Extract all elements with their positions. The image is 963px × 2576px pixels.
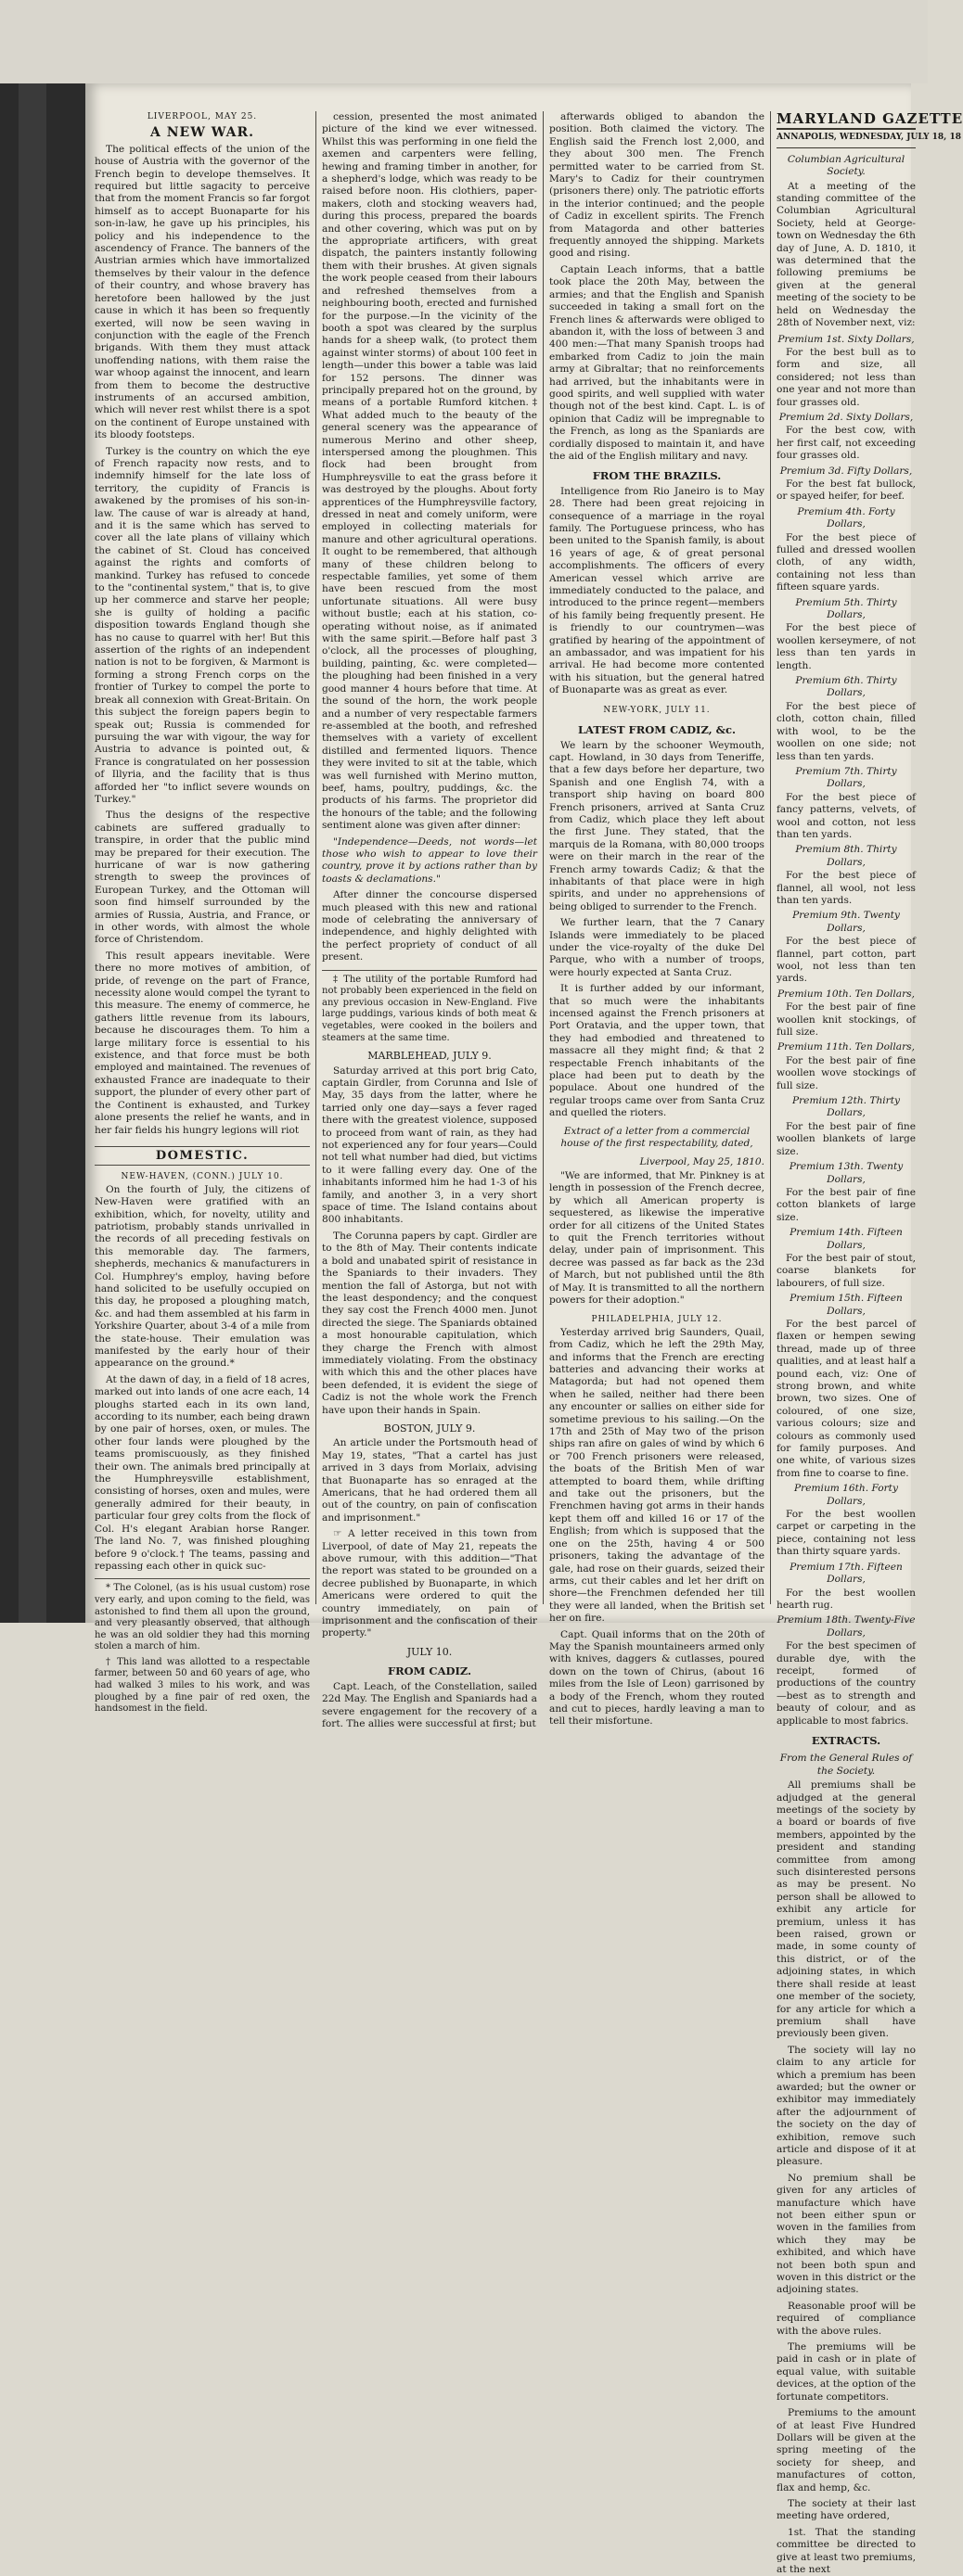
dateline: PHILADELPHIA, JULY 12. [591, 1315, 723, 1325]
paragraph: ☞ A letter received in this town from Liverpool, of date of May 21, repeats the above rumour, with this addition—"That the report was stated to be grounded on a decree published by Buonaparte, in which Americans were ordered to quit the country immediately, on pain of imprisonment and the confiscation of their property." [322, 1528, 537, 1639]
dateline: BOSTON, JULY 9. [383, 1422, 476, 1435]
premium-description: For the best woollen carpet or carpeting in the piece, containing not less than thirty square yards. [777, 1509, 916, 1558]
footnote-text: ‡ The utility of the portable Rumford had not probably been experienced in the field on any previous occasion in New-England. Five large puddings, various kinds of both meat & vegetables, were cooked in the boilers and steamers at the same time. [322, 974, 537, 1043]
premium-description: For the best piece of flannel, all wool, not less than ten yards. [777, 870, 916, 906]
rule-paragraph: All premiums shall be adjudged at the general meetings of the society by a board or boards of five members, appointed by the president and standing committee from among such disinterested persons as may be present. No person shall be allowed to exhibit any article for premium, unless it has been raised, grown or made, in some county of this district, or of the adjoining states, in which there shall reside at least one member of the society, for any article for which a premium shall have previously been given. [777, 1779, 916, 2040]
paragraph: An article under the Portsmouth head of May 19, states, "That a cartel has just arrived in 3 days from Morlaix, advising that Buonaparte has so enraged at the Americans, that he had ordered them all out of the country, on pain of confiscation and imprisonment." [322, 1437, 537, 1524]
paragraph: This result appears inevitable. Were there no more motives of ambition, of pride, of revenge on the part of France, necessity alone would compel the tyrant to this measure. The enemy of commerce, he gathers little revenue from its labours, because he discourages them. To him a large military force is essential to his existence, and that force must be both employed and maintained. The revenues of exhausted France are inadequate to their support, the plunder of every other part of the Continent is exhausted, and Turkey alone presents the relief he wants, and in her fair fields his hungry legions will riot [95, 950, 310, 1136]
rule-paragraph: 1st. That the standing committee be directed to give at least two premiums, at the next [777, 2526, 916, 2575]
subheading: LATEST FROM CADIZ, &c. [577, 723, 737, 737]
premium-description: For the best pair of stout, coarse blankets for labourers, of full size. [777, 1252, 916, 1289]
dateline: JULY 10. [406, 1645, 453, 1658]
paragraph: Capt. Leach, of the Constellation, sailed 22d May. The English and Spaniards had a severe engagement for the recovery of a fort. The allies were successful at first; but [322, 1680, 537, 1729]
society-heading: Columbian Agricultural Society. [787, 153, 905, 178]
paragraph: We learn by the schooner Weymouth, capt. Howland, in 30 days from Teneriffe, that a few days before her departure, two Spanish and one English 74, with a transport ship having on board 800 French prisoners, arrived at Santa Cruz from Cadiz, which place they left about the first June. They stated, that the marquis de la Romana, with 80,000 troops were on their march in the rear of the French army towards Cadiz; & that the inhabitants of that place were in high spirits, and under no apprehensions of being obliged to surrender to the French. [549, 739, 764, 912]
book-spine [0, 83, 85, 1623]
premium-title: Premium 10th. Ten Dollars, [777, 988, 915, 1000]
issue-line: ANNAPOLIS, WEDNESDAY, JULY 18, 18 [777, 132, 916, 147]
premium-description: For the best pair of fine woollen blankets of large size. [777, 1120, 916, 1157]
premium-title: Premium 17th. Fifteen Dollars, [790, 1561, 903, 1586]
column-rule [315, 111, 316, 1604]
premium-title: Premium 9th. Twenty Dollars, [792, 910, 900, 934]
premium-description: For the best parcel of flaxen or hempen sewing thread, made up of three qualities, and at least half a pound each, viz: One of strong brown, and white brown, two sizes. One of coloured, of one size, various colours; size and colours as commonly used for family purposes. And one white, of various sizes from fine to coarse to fine. [777, 1318, 916, 1479]
footnote: * The Colonel, (as is his usual custom) rose very early, and upon coming to the field, was astonished to find them all upon the ground, and very pleasantly observed, that although he was an old soldier they had this morning stolen a march of him. [95, 1583, 310, 1652]
premium-title: Premium 8th. Thirty Dollars, [795, 844, 897, 868]
premium-title: Premium 4th. Forty Dollars, [797, 505, 895, 530]
paragraph: cession, presented the most animated picture of the kind we ever witnessed. Whilst this was performing in one field the axemen and carpenters were felling, hewing and framing timber in another, for a shepherd's lodge, which was ready to be raised before noon. His clothiers, paper-makers, cloth and stocking weavers had, during this process, prepared the boards and other covering, which was put on by the appropriate artificers, with great dispatch, the painters instantly following them with their brushes. At given signals the work people ceased from their labours and refreshed themselves from a neighbouring booth, erected and furnished for the purpose.—In the vicinity of the booth a spot was cleared by the surplus hands for a sheep walk, (to protect them against winter storms) of about 100 feet in length—under this bower a table was laid for 152 persons. The dinner was principally prepared hot on the ground, by means of a portable Rumford kitchen.‡ What added much to the beauty of the general scenery was the appearance of numerous Merino and other sheep, interspersed among the ploughmen. This flock had been brought from Humphreysville to eat the grass before it was destroyed by the ploughs. About forty apprentices of the Humphreysville factory, dressed in neat and comely uniform, were employed in collecting materials for manure and other agricultural operations. It ought to be remembered, that although many of these children belong to respectable families, yet some of them have been rescued from the most unfortunate situations. All were busy without bustle; each at his station, co-operating without noise, as if animated with the same spirit.—Before half past 3 o'clock, all the processes of ploughing, building, painting, &c. were completed—the ploughing had been finished in a very good manner 4 hours before that time. At the sound of the horn, the work people and a number of very respectable farmers re-assembled at the booth, and refreshed themselves with a variety of excellent distilled and fermented liquors. Thence they were invited to sit at the table, which was well furnished with Merino mutton, beef, hams, poultry, puddings, &c. the products of his farms. The proprietor did the honours of the table; and the following sentiment alone was given after dinner: [322, 111, 537, 832]
premium-title: Premium 11th. Ten Dollars, [777, 1041, 915, 1053]
newspaper-page [85, 83, 963, 2575]
premium-description: For the best piece of woollen kerseymere, of not less than ten yards in length. [777, 622, 916, 671]
rules-list [777, 1779, 916, 2576]
column-4 [777, 110, 963, 2575]
premium-description: For the best fat bullock, or spayed heifer, for beef. [777, 478, 916, 503]
premium-description: For the best piece of fulled and dressed woollen cloth, of any width, containing not less than fifteen square yards. [777, 531, 916, 593]
paragraph: Capt. Quail informs that on the 20th of May the Spanish mountaineers armed only with knives, daggers & cutlasses, poured down on the town of Chirus, (about 16 miles from the Isle of Leon) garrisoned by a body of the French, whom they routed and cut to pieces, hardly leaving a man to tell their misfortune. [549, 1628, 764, 1728]
subheading: FROM THE BRAZILS. [592, 469, 722, 483]
dateline: LIVERPOOL, MAY 25. [147, 112, 258, 121]
premium-title: Premium 1st. Sixty Dollars, [777, 333, 915, 345]
rule-paragraph: The society at their last meeting have ordered, [777, 2497, 916, 2522]
paragraph: Turkey is the country on which the eye of French rapacity now rests, and to indemnify himself for the late loss of territory, the cupidity of Francis is awakened by the promises of his son-in-law. The cause of war is already at hand, and it is the same which has served to cover all the late plans of villainy which the cabinet of St. Cloud has conceived against the rights and comforts of mankind. Turkey has refused to concede to the "continental system," that is, to give up her commerce and starve her people; she is guilty of holding a pacific disposition towards England though she has no cause to quarrel with her! But this assertion of the rights of an independent nation is not to be forgiven, & Marmont is forming a strong French corps on the frontier of Turkey to compel the porte to break all connexion with Great-Britain. On this subject the foreign papers begin to speak out; Russia is commended for pursuing the war with vigour, the way for Austria to advance is pointed out, & France is congratulated on her possession of Illyria, and the facility that is thus afforded her "to inflict severe wounds on Turkey." [95, 445, 310, 805]
premium-description: For the best pair of fine cotton blankets of large size. [777, 1186, 916, 1223]
paragraph: Yesterday arrived brig Saunders, Quail, from Cadiz, which he left the 29th May, and informs that the French are erecting batteries and advancing their works at Matagorda; but had not opened them when he sailed, neither had there been any encounter or sallies on either side for sometime previous to his sailing.—On the 17th and 25th of May two of the prison ships ran afire on gales of wind by which 6 or 700 French prisoners were released, the boats of the British Men of war attempted to board them, while drifting and take out the prisoners, but the Frenchmen having got arms in their hands kept them off and killed 16 or 17 of the English; from which is supposed that the one on the 25th, having 4 or 500 prisoners, taking the advantage of the gale, had rose on their guards, seized their arms, cut their cables and let her drift on shore—the Frenchmen defended her till they were all landed, when the British set her on fire. [549, 1326, 764, 1625]
premium-description: For the best pair of fine woollen wove stockings of full size. [777, 1054, 916, 1091]
column-3 [549, 111, 764, 1728]
paragraph: "We are informed, that Mr. Pinkney is at length in possession of the French decree, by which all American property is sequestered, as likewise the imperative order for all citizens of the United States to quit the French territories without delay, under pain of imprisonment. This decree was passed as far back as the 23d of March, but not published until the 8th of May. It is transmitted to all the northern powers for their adoption." [549, 1169, 764, 1306]
paragraph: After dinner the concourse dispersed much pleased with this new and rational mode of celebrating the anniversary of independence, and highly delighted with the perfect propriety of conduct of all present. [322, 889, 537, 963]
paragraph: We further learn, that the 7 Canary Islands were immediately to be placed under the vice-royalty of the duke Del Parque, who with a number of troops, were hourly expected at Santa Cruz. [549, 917, 764, 978]
column-rule [543, 111, 544, 1604]
rule-paragraph: The society will lay no claim to any article for which a premium has been awarded; but the owner or exhibitor may immediately after the adjournment of the society on the day of exhibition, remove such article and dispose of it at pleasure. [777, 2044, 916, 2168]
premium-title: Premium 3d. Fifty Dollars, [779, 465, 913, 477]
paragraph: Saturday arrived at this port brig Cato, captain Girdler, from Corunna and Isle of May, 35 days from the latter, where he tarried only one day—says a fever raged there with the greatest violence, supposed to proceed from want of rain, as they had not experienced any for four years—Could not tell what number had died, but victims to it were falling every day. One of the inhabitants informed him he had 1-3 of his family, and another 3, in a very short space of time. The Island contains about 800 inhabitants. [322, 1065, 537, 1226]
premium-list [777, 334, 916, 1728]
premium-description: For the best bull as to form and size, all considered; not less than one year and not more than four grasses old. [777, 346, 916, 408]
premium-title: Premium 16th. Forty Dollars, [794, 1483, 898, 1507]
paragraph: At the dawn of day, in a field of 18 acres, marked out into lands of one acre each, 14 ploughs started each in its own land, according to its number, each being drawn by one pair of horses, oxen, or mules. The other four lands were ploughed by the teams promiscuously, as they finished their own. The animals bred principally at the Humphreysville establishment, consisting of horses, oxen and mules, were generally admired for their beauty, in particular four grey colts from the flock of Col. H's elegant Arabian horse Ranger. The land No. 7, was finished ploughing before 9 o'clock.† The teams, passing and repassing each other in quick suc- [95, 1373, 310, 1572]
premium-title: Premium 18th. Twenty-Five Dollars, [777, 1614, 916, 1639]
premium-description: For the best piece of fancy patterns, velvets, of wool and cotton, not less than ten yards. [777, 791, 916, 840]
paragraph: At a meeting of the standing committee of the Columbian Agricultural Society, held at George-town on Wednesday the 6th day of June, A. D. 1810, it was determined that the following premiums be given at the general meeting of the society to be held on Wednesday the 28th of November next, viz: [777, 180, 916, 329]
paragraph: Intelligence from Rio Janeiro is to May 28. There had been great rejoicing in consequence of a marriage in the royal family. The Portuguese princess, who has been united to the Spanish family, is about 16 years of age, & of great personal accomplishments. The officers of every American vessel which arrive are immediately conducted to the palace, and introduced to the prince regent—members of his family being frequently present. He is friendly to our countrymen—was gratified by hearing of the appointment of an ambassador, and was impatient for his arrival. He had become more contented with his situation, but the general hatred of Buonaparte was as great as ever. [549, 485, 764, 696]
dateline: NEW-YORK, JULY 11. [603, 705, 711, 715]
paragraph: Captain Leach informs, that a battle took place the 20th May, between the armies; and that the English and Spanish succeeded in taking a small fort on the French lines & afterwards were obliged to abandon it, with the loss of between 3 and 400 men:—That many Spanish troops had embarked from Cadiz to join the main army at Gibraltar; that no reinforcements had arrived, but the inhabitants were in good spirits, and well supplied with water though not of the best kind. Capt. L. is of opinion that Cadiz will be impregnable to the French, as long as the Spaniards are cordially disposed to maintain it, and have the aid of the English military and navy. [549, 263, 764, 462]
page-top-margin [0, 0, 928, 83]
paragraph: It is further added by our informant, that so much were the inhabitants incensed against the French prisoners at Port Oratavia, and the upper town, that they had embodied and threatened to massacre all they might find; & that 2 respectable French inhabitants of the place had been put to death by the populace. About one hundred of the regular troops came over from Santa Cruz and quelled the rioters. [549, 983, 764, 1119]
masthead: MARYLAND GAZETTE [777, 113, 916, 130]
extracts-subheading: From the General Rules of the Society. [779, 1753, 913, 1777]
premium-title: Premium 6th. Thirty Dollars, [795, 675, 897, 699]
premium-description: For the best piece of flannel, part cotton, part wool, not less than ten yards. [777, 936, 916, 985]
footnotes [95, 1578, 310, 1715]
premium-title: Premium 7th. Thirty Dollars, [795, 765, 897, 790]
paragraph: Thus the designs of the respective cabinets are suffered gradually to transpire, in order that the public mind may be prepared for their execution. The hurricane of war is now gathering strength to sweep the provinces of European Turkey, and the Ottoman will soon find himself surrounded by the armies of Russia, Austria, and France, or in other words, with almost the whole force of Christendom. [95, 810, 310, 946]
extract-dateline: Liverpool, May 25, 1810. [639, 1155, 764, 1167]
extract-heading: Extract of a letter from a commercial house of the first respectability, dated, [560, 1125, 753, 1150]
rule-paragraph: No premium shall be given for any articles of manufacture which have not been either spun or woven in the families from which they may be exhibited, and which have not been both spun and woven in this district or the adjoining states. [777, 2172, 916, 2296]
rule-paragraph: Premiums to the amount of at least Five Hundred Dollars will be given at the spring meeting of the society for sheep, and manufactures of cotton, flax and hemp, &c. [777, 2407, 916, 2493]
premium-description: For the best pair of fine woollen knit stockings, of full size. [777, 1001, 916, 1039]
paragraph: afterwards obliged to abandon the position. Both claimed the victory. The English said the French lost 2,000, and they about 300 men. The French permitted water to be carried from St. Mary's to Cadiz for their countrymen (prisoners there) only. The patriotic efforts in the interior continued; and the people of Cadiz in excellent spirits. The French from Matagorda and other batteries frequently annoyed the shipping. Markets good and rising. [549, 111, 764, 260]
paragraph: On the fourth of July, the citizens of New-Haven were gratified with an exhibition, which, for novelty, utility and patriotism, probably stands unrivalled in the records of all preceding festivals on this memorable day. The farmers, shepherds, mechanics & manufacturers in Col. Humphrey's employ, having before hand solicited to be usefully occupied on this day, he proposed a ploughing match, &c. and had them assembled at his farm in Yorkshire Quarter, about 3-4 of a mile from the state-house. Their emulation was manifested by the early hour of their appearance on the ground.* [95, 1183, 310, 1370]
premium-title: Premium 15th. Fifteen Dollars, [790, 1293, 903, 1317]
paragraph: The political effects of the union of the house of Austria with the governor of the French begin to develope themselves. It required but little sagacity to perceive that from the moment Francis so far forgot himself as to accept Buonaparte for his son-in-law, he gave up his principles, his policy and his independence to the ascendency of France. The banners of the Austrian armies which have immortalized themselves by their valour in the defence of their country, and whose bravery has heretofore been hallowed by the just cause in which it has been so frequently exerted, will now be seen waving in conjunction with the eagle of the French brigands. With them they must attack unoffending nations, with them raise the war whoop against the innocent, and learn from them to become the destructive instruments of an accursed ambition, which will never rest whilst there is a spot on the continent of Europe unstained with its bloody footsteps. [95, 143, 311, 441]
section-title: DOMESTIC. [95, 1146, 310, 1166]
spine-binding [19, 83, 46, 1623]
premium-description: For the best cow, with her first calf, not exceeding four grasses old. [777, 425, 916, 462]
premium-title: Premium 2d. Sixty Dollars, [778, 411, 914, 423]
rule-paragraph: Reasonable proof will be required of compliance with the above rules. [777, 2300, 916, 2337]
footnote [322, 970, 537, 1045]
toast-quote: "Independence—Deeds, not words—let those who wish to appear to love their country, prove it by actions rather than by toasts & declamations." [322, 835, 537, 885]
column-rule [770, 111, 771, 1604]
dateline: MARBLEHEAD, JULY 9. [367, 1050, 492, 1063]
paragraph: The Corunna papers by capt. Girdler are to the 8th of May. Their contents indicate a bold and unabated spirit of resistance in the Spaniards to their invaders. They mention the fall of Astorga, but not with the least despondency; and the conquest they say cost the French 4000 men. Junot directed the siege. The Spaniards obtained a most honourable capitulation, which they charge the French with almost immediately violating. From the obstinacy with which this and the other places have been defended, it is evident the siege of Cadiz is not the whole work the French have upon their hands in Spain. [322, 1230, 537, 1416]
subheading: EXTRACTS. [811, 1733, 881, 1747]
rule-paragraph: The premiums will be paid in cash or in plate of equal value, with suitable devices, at the option of the fortunate competitors. [777, 2341, 916, 2403]
column-2 [322, 111, 537, 1729]
column-1 [95, 111, 311, 1715]
premium-title: Premium 12th. Thirty Dollars, [791, 1095, 900, 1119]
dateline: NEW-HAVEN, (CONN.) JULY 10. [121, 1172, 284, 1182]
premium-title: Premium 5th. Thirty Dollars, [795, 596, 897, 621]
premium-description: For the best woollen hearth rug. [777, 1587, 916, 1611]
premium-description: For the best piece of cloth, cotton chain, filled with wool, to be the woollen on one side; not less than ten yards. [777, 700, 916, 762]
premium-title: Premium 14th. Fifteen Dollars, [790, 1227, 903, 1251]
premium-description: For the best specimen of durable dye, with the receipt, formed of productions of the country—best as to strength and beauty of colour, and as applicable to most fabrics. [777, 1640, 916, 1727]
footnote: † This land was allotted to a respectable farmer, between 50 and 60 years of age, who had walked 3 miles to his work, and was ploughed by a fine pair of red oxen, the handsomest in the field. [95, 1656, 310, 1715]
headline: A NEW WAR. [150, 125, 254, 141]
premium-title: Premium 13th. Twenty Dollars, [789, 1161, 904, 1185]
subheading: FROM CADIZ. [387, 1664, 472, 1678]
